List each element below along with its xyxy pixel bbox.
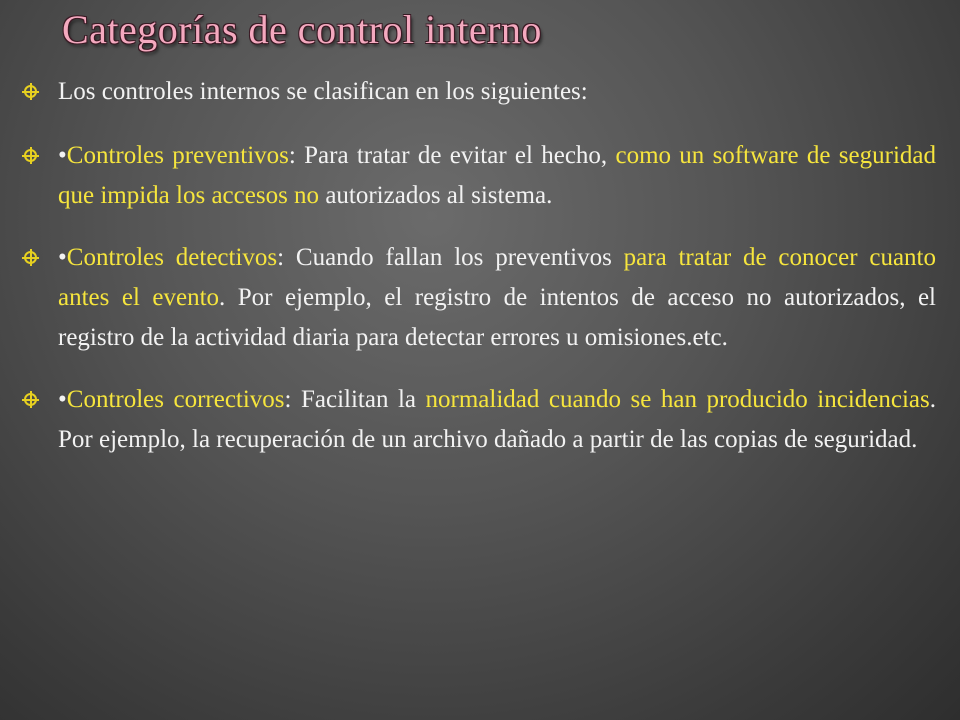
slide-content (20, 72, 936, 482)
bullet-item (20, 136, 936, 216)
bullet-text (58, 72, 936, 112)
text-segment: Los controles internos se clasifican en los siguientes: (58, 78, 588, 105)
circle-cross-icon (24, 251, 37, 264)
text-segment: : Para tratar de evitar el hecho, (288, 142, 616, 169)
bullet-item (20, 238, 936, 358)
text-segment: . Por ejemplo, el registro de intentos de acceso no autorizados, el registro de la actividad diaria para detectar errores u omisiones.etc. (58, 284, 936, 351)
highlighted-segment: para tratar de conocer cuanto antes el evento (58, 244, 936, 311)
highlighted-segment: normalidad cuando se han producido incidencias (425, 386, 930, 413)
bullet-text (58, 380, 936, 460)
bullet-text (58, 136, 936, 216)
text-segment: • (58, 142, 67, 169)
text-segment: • (58, 244, 67, 271)
highlighted-segment: Controles detectivos (66, 244, 278, 271)
bullet-item (20, 72, 936, 112)
text-segment: . Por ejemplo, la recuperación de un archivo dañado a partir de las copias de seguridad. (58, 386, 937, 453)
highlighted-segment: como un software de seguridad que impida los accesos no (58, 142, 936, 209)
highlighted-segment: Controles preventivos (66, 142, 289, 169)
slide-title: Categorías de control interno (62, 7, 542, 52)
text-segment: : Cuando fallan los preventivos (277, 244, 624, 271)
text-segment: • (58, 386, 67, 413)
bullet-item (20, 380, 936, 460)
bullet-text (58, 238, 936, 358)
text-segment: : Facilitan la (284, 386, 426, 413)
text-segment: autorizados al sistema. (319, 182, 553, 209)
highlighted-segment: Controles correctivos (66, 386, 285, 413)
circle-cross-icon (24, 149, 37, 162)
circle-cross-icon (24, 85, 37, 98)
circle-cross-icon (24, 393, 37, 406)
